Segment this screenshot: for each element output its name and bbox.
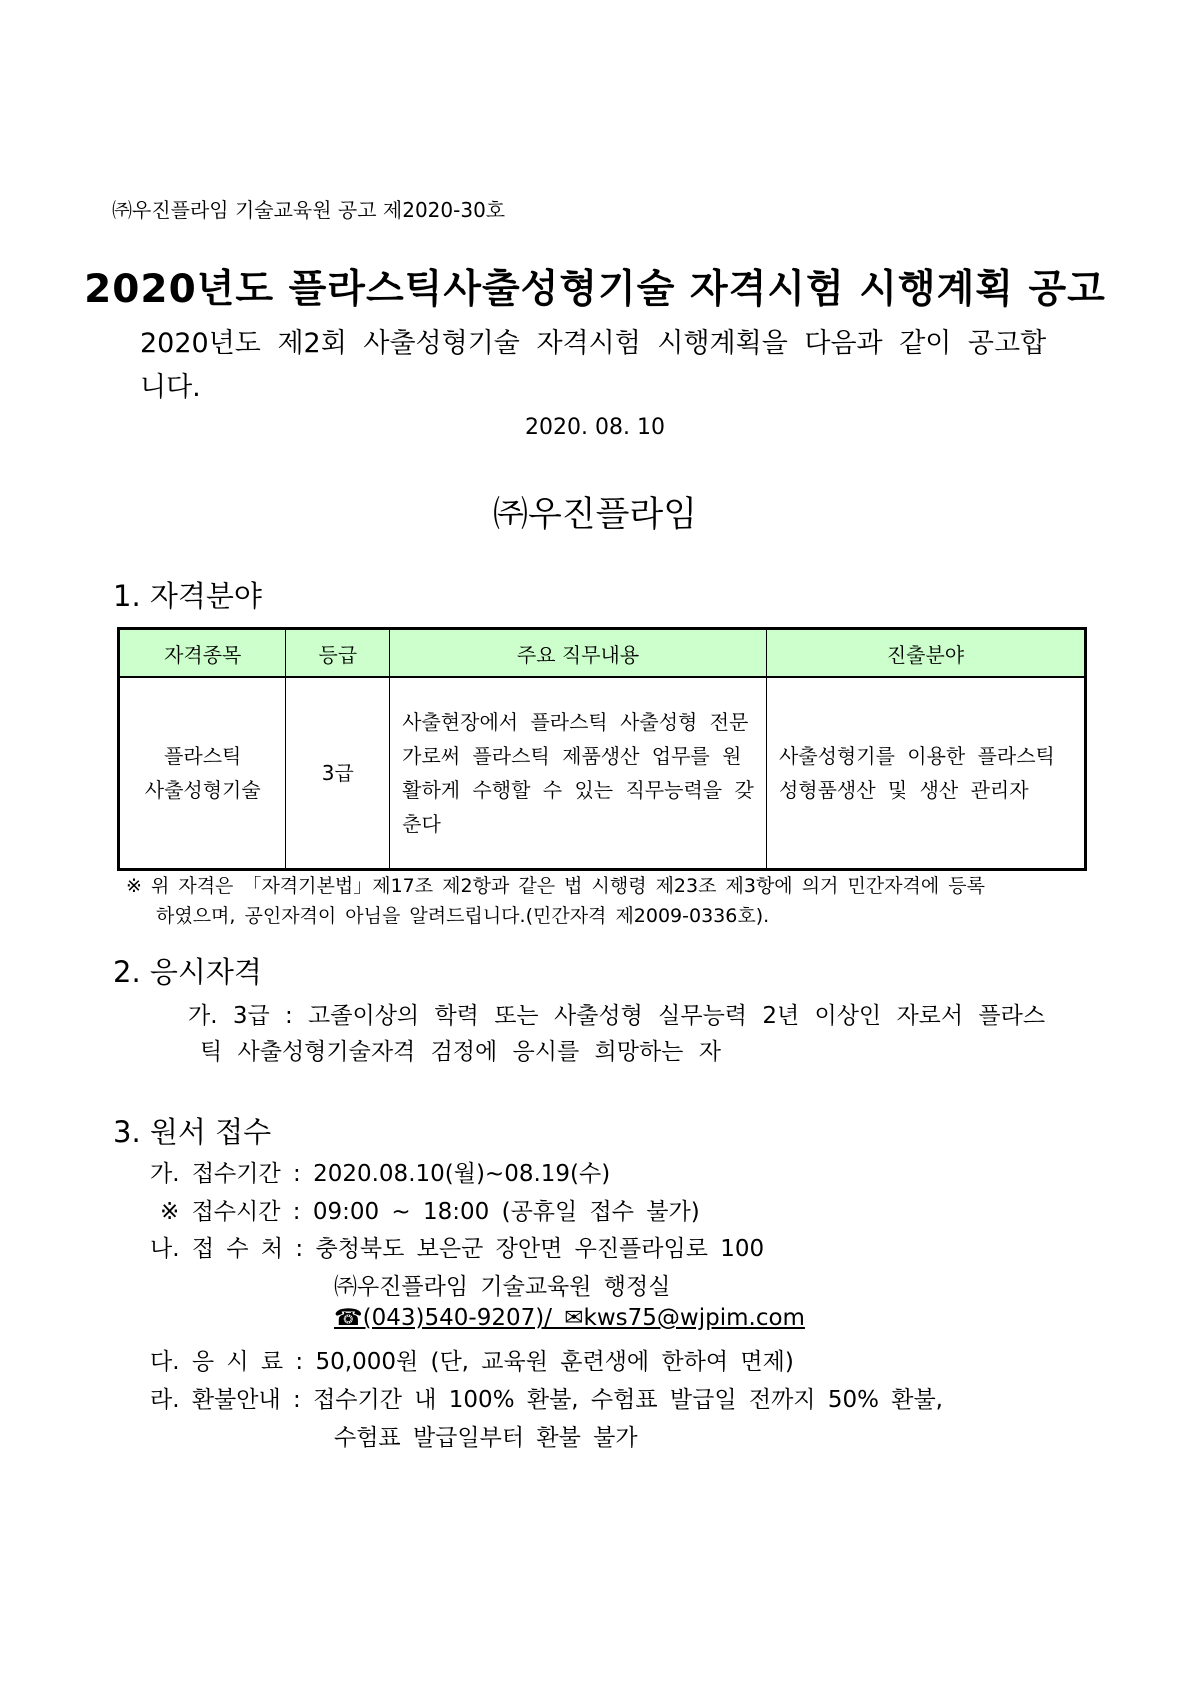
reception-office: ㈜우진플라임 기술교육원 행정실: [334, 1274, 671, 1300]
intro-text: 2020년도 제2회 사출성형기술 자격시험 시행계획을 다음과 같이 공고합니다.: [140, 328, 1047, 403]
section-1-heading: 1. 자격분야: [113, 579, 262, 613]
qualification-table: [117, 627, 1087, 871]
item-line-1: 플라스틱: [164, 744, 242, 768]
reception-place: 나. 접 수 처 : 충청북도 보은군 장안면 우진플라임로 100: [150, 1236, 765, 1262]
header-career: 진출분야: [766, 629, 1085, 678]
table-header-row: [119, 629, 1086, 678]
notice-date: 2020. 08. 10: [525, 415, 665, 440]
header-grade: 등급: [286, 629, 390, 678]
notice-number: ㈜우진플라임 기술교육원 공고 제2020-30호: [112, 198, 506, 222]
reception-period: 가. 접수기간 : 2020.08.10(월)~08.19(수): [150, 1161, 611, 1187]
item-line-2: 사출성형기술: [144, 778, 261, 802]
exam-fee: 다. 응 시 료 : 50,000원 (단, 교육원 훈련생에 한하여 면제): [150, 1349, 794, 1375]
header-item: 자격종목: [119, 629, 286, 678]
eligibility-line-1: 가. 3급 : 고졸이상의 학력 또는 사출성형 실무능력 2년 이상인 자로서 플라스: [188, 1003, 1046, 1029]
cell-duties: 사출현장에서 플라스틱 사출성형 전문가로써 플라스틱 제품생산 업무를 원활하게 수행할 수 있는 직무능력을 갖춘다: [390, 677, 767, 870]
contact-info[interactable]: ☎(043)540-9207)/ ✉kws75@wjpim.com: [334, 1305, 805, 1331]
organization-name: ㈜우진플라임: [492, 495, 698, 535]
header-duties: 주요 직무내용: [390, 629, 767, 678]
refund-policy: 라. 환불안내 : 접수기간 내 100% 환불, 수험표 발급일 전까지 50% 환불,: [150, 1387, 943, 1413]
eligibility-line-2: 틱 사출성형기술자격 검정에 응시를 희망하는 자: [200, 1039, 721, 1065]
remark-line-2: 하였으며, 공인자격이 아님을 알려드립니다.(민간자격 제2009-0336호).: [156, 905, 770, 927]
page-title: 2020년도 플라스틱사출성형기술 자격시험 시행계획 공고: [84, 267, 1106, 312]
refund-policy-cont: 수험표 발급일부터 환불 불가: [334, 1425, 638, 1451]
qualification-remark: [126, 871, 1076, 931]
reception-hours: ※ 접수시간 : 09:00 ~ 18:00 (공휴일 접수 불가): [160, 1199, 700, 1225]
section-2-heading: 2. 응시자격: [113, 955, 262, 989]
cell-career: 사출성형기를 이용한 플라스틱성형품생산 및 생산 관리자: [766, 677, 1085, 870]
table-row: [119, 677, 1086, 870]
remark-line-1: ※ 위 자격은 「자격기본법」제17조 제2항과 같은 법 시행령 제23조 제3항에 의거 민간자격에 등록: [126, 875, 985, 897]
section-3-heading: 3. 원서 접수: [113, 1115, 272, 1149]
cell-item: [119, 677, 286, 870]
eligibility-text: [188, 998, 1088, 1070]
cell-grade: 3급: [286, 677, 390, 870]
